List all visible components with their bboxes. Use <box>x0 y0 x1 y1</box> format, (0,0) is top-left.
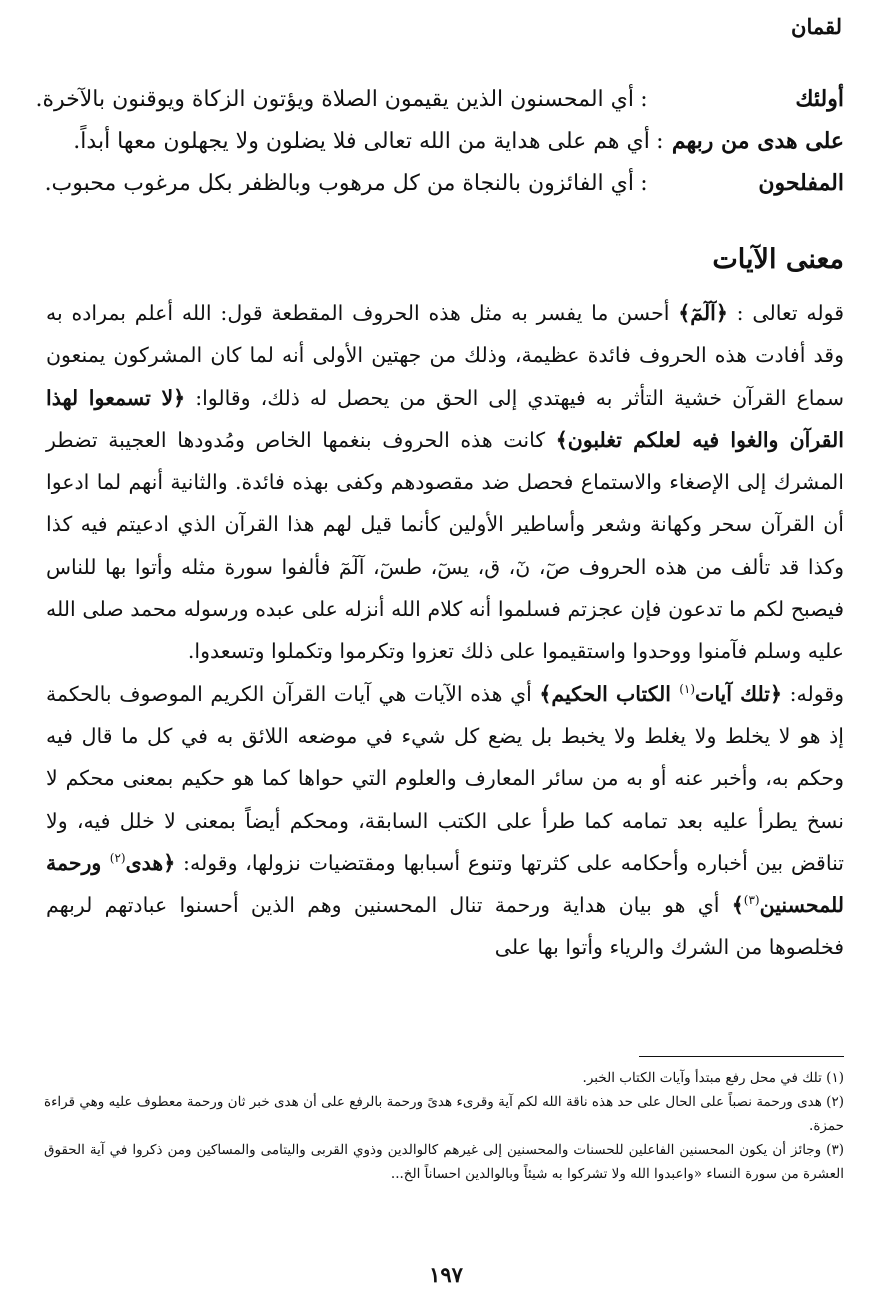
footnote-divider <box>639 1056 844 1057</box>
footnote: (١) تلك في محل رفع مبتدأ وآيات الكتاب الخبر. <box>582 1070 844 1086</box>
glossary-separator: : <box>640 171 648 196</box>
glossary-definition: أي هم على هداية من الله تعالى فلا يضلون ولا يجهلون معها أبداً. <box>73 129 650 154</box>
quran-quote: الكتاب الحكيم﴾ <box>539 681 680 706</box>
text-run: أحسن ما يفسر به مثل هذه الحروف المقطعة قول: الله أعلم بمراده به وقد أفادت هذه الحروف فائدة عظيمة، وذلك من جهتين الأولى أنه لما كان المشركون يمنعون سماع القرآن خشية التأثر به فيهتدي إلى الحق من يحصل له ذلك، وقالوا: <box>46 301 844 410</box>
footnotes <box>44 1066 844 1186</box>
page-header-surah-name: لقمان <box>791 14 842 39</box>
glossary-separator: : <box>640 87 648 112</box>
quran-quote: ورحمة للمحسنين <box>46 850 844 918</box>
footnote-marker: (٢) <box>109 851 126 866</box>
glossary <box>35 86 844 212</box>
quran-quote: ﴿آلٓمٓ﴾ <box>678 301 728 325</box>
paragraph <box>46 292 844 673</box>
text-run: وقوله: <box>781 681 844 706</box>
footnote: (٣) وجائز أن يكون المحسنين الفاعلين للحسنات والمحسنين إلى غيرهم كالوالدين وذوي القربى واليتامى والمساكين ومن ذكروا في آية الحقوق العشرة من سورة النساء «واعبدوا الله ولا تشركوا به شيئاً وبالوالدين احساناً الخ... <box>44 1142 844 1182</box>
glossary-row <box>44 170 844 212</box>
glossary-term: على هدى من ربهم <box>671 128 844 154</box>
commentary-body <box>46 292 844 969</box>
glossary-term: المفلحون <box>758 170 844 196</box>
footnote-marker: (٣) <box>743 893 760 908</box>
footnote-marker: (١) <box>679 681 696 696</box>
quran-quote: ﴿هدى <box>125 850 176 875</box>
glossary-definition: أي الفائزون بالنجاة من كل مرهوب وبالظفر بكل مرغوب محبوب. <box>44 171 634 196</box>
glossary-separator: : <box>656 129 664 154</box>
footnote: (٢) هدى ورحمة نصباً على الحال على حد هذه ناقة الله لكم آية وقرىء هدىً ورحمة بالرفع على أن هدى خبر ثان ورحمة معطوف عليه وهي قراءة حمزة. <box>44 1094 844 1134</box>
glossary-row <box>35 86 844 128</box>
section-title: معنى الآيات <box>712 244 844 275</box>
quran-quote: ﴿لا تسمعوا لهذا القرآن والغوا فيه لعلكم تغلبون﴾ <box>46 385 844 452</box>
glossary-row <box>44 128 844 170</box>
glossary-term: أولئك <box>795 86 844 112</box>
paragraph <box>46 673 844 969</box>
text-run: كانت هذه الحروف بنغمها الخاص ومُدودها العجيبة تضطر المشرك إلى الإصغاء والاستماع فحصل ضد مقصودهم وكفى بهذه فائدة. والثانية أنهم لما ادعوا أن القرآن سحر وكهانة وشعر وأساطير الأولين كأنما قيل لهم هذا القرآن الذي ادعيتم فيه كذا وكذا قد تألف من هذه الحروف صٓ، نٓ، ق، يسٓ، طسٓ، آلٓمٓ فألفوا سورة مثله وأتوا بها للناس فيصبح لكم ما تدعون فإن عجزتم فسلموا أنه كلام الله أنزله على عبده ورسوله محمد صلى الله عليه وسلم فآمنوا ووحدوا واستقيموا على ذلك تعزوا وتكرموا وتكملوا وتسعدوا. <box>46 427 844 664</box>
text-run: أي هذه الآيات هي آيات القرآن الكريم الموصوف بالحكمة إذ هو لا يخلط ولا يغلط ولا يخبط بل يضع كل شيء في موضعه اللائق به في كل ما قال فيه وحكم به، وأخبر عنه أو به من سائر المعارف والعلوم التي حواها كما هو حكيم بمعنى محكم لا نسخ يطرأ عليه بعد تمامه كما طرأ على الكتب السابقة، ومحكم أيضاً بمعنى لا خلل فيه، ولا تناقض بين أخباره وأحكامه على كثرتها وتنوع أسبابها ومقتضيات نزولها، وقوله: <box>46 681 844 875</box>
page-number: ١٩٧ <box>429 1262 463 1287</box>
quran-quote: ﴿تلك آيات <box>695 681 782 706</box>
glossary-definition: أي المحسنون الذين يقيمون الصلاة ويؤتون الزكاة ويوقنون بالآخرة. <box>35 87 634 112</box>
text-run: أي هو بيان هداية ورحمة تنال المحسنين وهم الذين أحسنوا عبادتهم لربهم فخلصوها من الشرك والرياء وأتوا بها على <box>46 893 844 960</box>
text-run: قوله تعالى : <box>727 301 845 325</box>
quran-quote: ﴾ <box>731 893 744 918</box>
